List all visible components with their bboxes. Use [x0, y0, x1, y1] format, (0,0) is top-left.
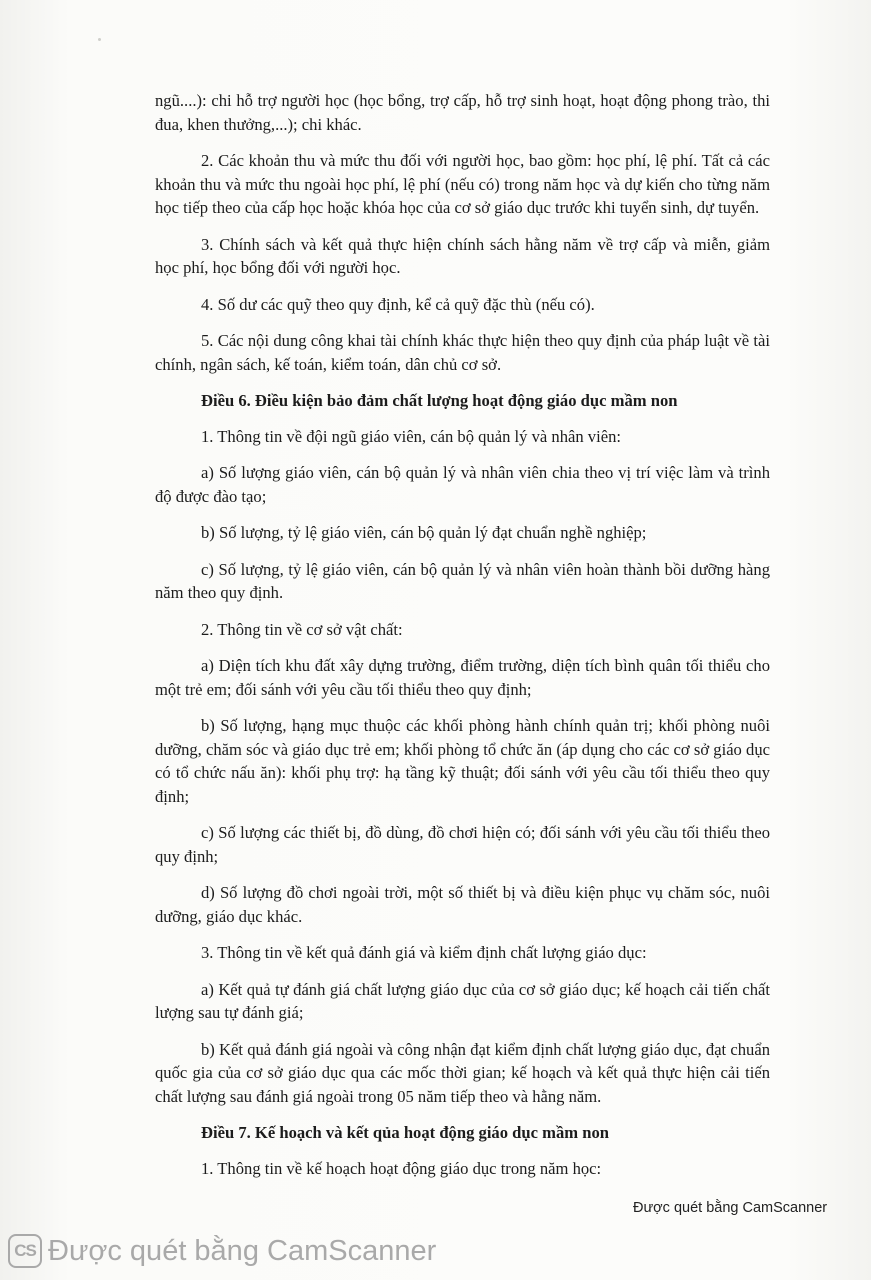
watermark-text: Được quét bằng CamScanner [48, 1234, 437, 1267]
paragraph: a) Diện tích khu đất xây dựng trường, điểm trường, diện tích bình quân tối thiểu cho một trẻ em; đối sánh với yêu cầu tối thiểu theo quy định; [155, 656, 770, 699]
paragraph: ngũ....): chi hỗ trợ người học (học bổng, trợ cấp, hỗ trợ sinh hoạt, hoạt động phong trào, thi đua, khen thưởng,...); chi khác. [155, 91, 770, 134]
paragraph: 3. Thông tin về kết quả đánh giá và kiểm định chất lượng giáo dục: [201, 943, 647, 962]
article-heading: Điều 7. Kế hoạch và kết qủa hoạt động giáo dục mầm non [201, 1123, 609, 1142]
paragraph: 2. Các khoản thu và mức thu đối với người học, bao gồm: học phí, lệ phí. Tất cả các khoản thu và mức thu ngoài học phí, lệ phí (nếu có) trong năm học và dự kiến cho từng năm học tiếp theo của cấp học hoặc khóa học của cơ sở giáo dục trước khi tuyển sinh, dự tuyển. [155, 151, 770, 217]
camscanner-watermark [8, 1231, 436, 1271]
paragraph: d) Số lượng đồ chơi ngoài trời, một số thiết bị và điều kiện phục vụ chăm sóc, nuôi dưỡng, giáo dục khác. [155, 883, 770, 926]
paragraph: b) Số lượng, hạng mục thuộc các khối phòng hành chính quản trị; khối phòng nuôi dưỡng, chăm sóc và giáo dục trẻ em; khối phòng tổ chức ăn (áp dụng cho các cơ sở giáo dục có tổ chức nấu ăn): khối phụ trợ: hạ tầng kỹ thuật; đối sánh với yêu cầu tối thiểu theo quy định; [155, 716, 770, 806]
paragraph: c) Số lượng các thiết bị, đồ dùng, đồ chơi hiện có; đối sánh với yêu cầu tối thiểu theo quy định; [155, 823, 770, 866]
scan-speck [98, 38, 101, 41]
paragraph: b) Số lượng, tỷ lệ giáo viên, cán bộ quản lý đạt chuẩn nghề nghiệp; [201, 523, 647, 542]
paragraph: 3. Chính sách và kết quả thực hiện chính sách hằng năm về trợ cấp và miễn, giảm học phí, học bổng đối với người học. [155, 234, 770, 277]
paragraph: 4. Số dư các quỹ theo quy định, kể cả quỹ đặc thù (nếu có). [201, 294, 595, 314]
paragraph: 1. Thông tin về kế hoạch hoạt động giáo dục trong năm học: [201, 1158, 602, 1178]
camscanner-logo-icon: CS [8, 1234, 42, 1268]
document-body [155, 89, 770, 1193]
paragraph: 5. Các nội dung công khai tài chính khác thực hiện theo quy định của pháp luật về tài chính, ngân sách, kế toán, kiểm toán, dân chủ cơ sở. [155, 331, 770, 374]
paragraph: a) Số lượng giáo viên, cán bộ quản lý và nhân viên chia theo vị trí việc làm và trình độ được đào tạo; [155, 463, 770, 506]
paragraph: 1. Thông tin về đội ngũ giáo viên, cán bộ quản lý và nhân viên: [201, 426, 621, 446]
article-heading: Điều 6. Điều kiện bảo đảm chất lượng hoạt động giáo dục mầm non [201, 391, 678, 410]
paragraph: b) Kết quả đánh giá ngoài và công nhận đạt kiểm định chất lượng giáo dục, đạt chuẩn quốc gia của cơ sở giáo dục qua các mốc thời gian; kế hoạch và kết quả thực hiện cải tiến chất lượng sau đánh giá ngoài trong 05 năm tiếp theo và hằng năm. [155, 1039, 770, 1106]
paragraph: a) Kết quả tự đánh giá chất lượng giáo dục của cơ sở giáo dục; kế hoạch cải tiến chất lượng sau tự đánh giá; [155, 979, 770, 1022]
paragraph: c) Số lượng, tỷ lệ giáo viên, cán bộ quản lý và nhân viên hoàn thành bồi dưỡng hàng năm theo quy định. [155, 559, 770, 602]
paragraph: 2. Thông tin về cơ sở vật chất: [201, 619, 403, 639]
scanner-note: Được quét bằng CamScanner [633, 1200, 828, 1216]
